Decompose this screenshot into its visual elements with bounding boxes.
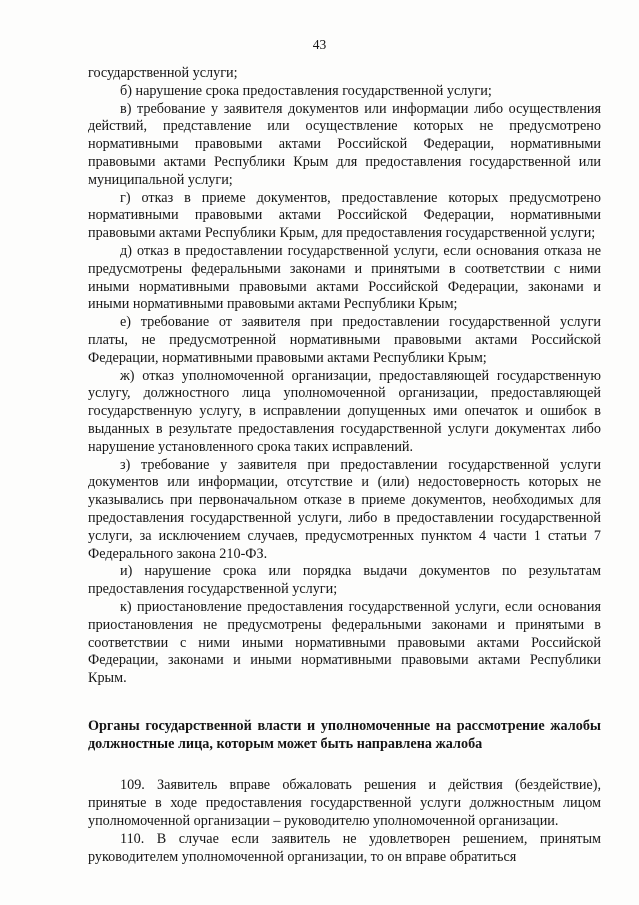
paragraph-110: 110. В случае если заявитель не удовлетворен решением, принятым руководителем уполномоченной организации, то он вправе обратиться [88,830,601,865]
paragraph-continuation: государственной услуги; [88,65,238,81]
list-item-v: в) требование у заявителя документов или информации либо осуществления действий, представление или осуществление которых не предусмотрено нормативными правовыми актами Российской Федерации, нормативными правовыми актами Республики Крым для предоставления государственной или муниципальной услуги; [88,100,601,188]
list-item-k: к) приостановление предоставления государственной услуги, если основания приостановления не предусмотрены федеральными законами и принятыми в соответствии с ними иными нормативными правовыми актами Российской Федерации, законами и иными нормативными правовыми актами Республики Крым. [88,598,601,687]
page-number: 43 [312,37,327,52]
document-body [88,65,601,866]
list-item-i: и) нарушение срока или порядка выдачи документов по результатам предоставления государственной услуги; [88,563,601,598]
list-item-e: е) требование от заявителя при предоставлении государственной услуги платы, не предусмотренной нормативными правовыми актами Российской Федерации, нормативными правовыми актами Республики Крым; [88,314,601,366]
list-item-b: б) нарушение срока предоставления государственной услуги; [120,82,492,99]
list-item-d: д) отказ в предоставлении государственной услуги, если основания отказа не предусмотрены федеральными законами и принятыми в соответствии с ними иными нормативными правовыми актами Российской Федерации, законами и иными нормативными правовыми актами Республики Крым; [88,242,601,313]
paragraph-109: 109. Заявитель вправе обжаловать решения и действия (бездействие), принятые в ходе предоставления государственной услуги должностным лицом уполномоченной организации – руководителю уполномоченной организации. [88,777,601,830]
list-item-z: з) требование у заявителя при предоставлении государственной услуги документов или информации, отсутствие и (или) недостоверность которых не указывались при первоначальном отказе в приеме документов, необходимых для предоставления государственной услуги, либо в предоставлении государственной услуги, за исключением случаев, предусмотренных пунктом 4 части 1 статьи 7 Федерального закона 210-ФЗ. [88,456,601,562]
section-heading: Органы государственной власти и уполномоченные на рассмотрение жалобы должностные лица, которым может быть направлена жалоба [88,717,601,752]
list-item-g: г) отказ в приеме документов, предоставление которых предусмотрено нормативными правовыми актами Российской Федерации, нормативными правовыми актами Республики Крым, для предоставления государственной услуги; [88,189,601,242]
list-item-zh: ж) отказ уполномоченной организации, предоставляющей государственную услугу, должностного лица уполномоченной организации, предоставляющей государственную услугу, в исправлении допущенных ими опечаток и ошибок в выданных в результате предоставления государственной услуги документах либо нарушение установленного срока таких исправлений. [88,367,601,455]
